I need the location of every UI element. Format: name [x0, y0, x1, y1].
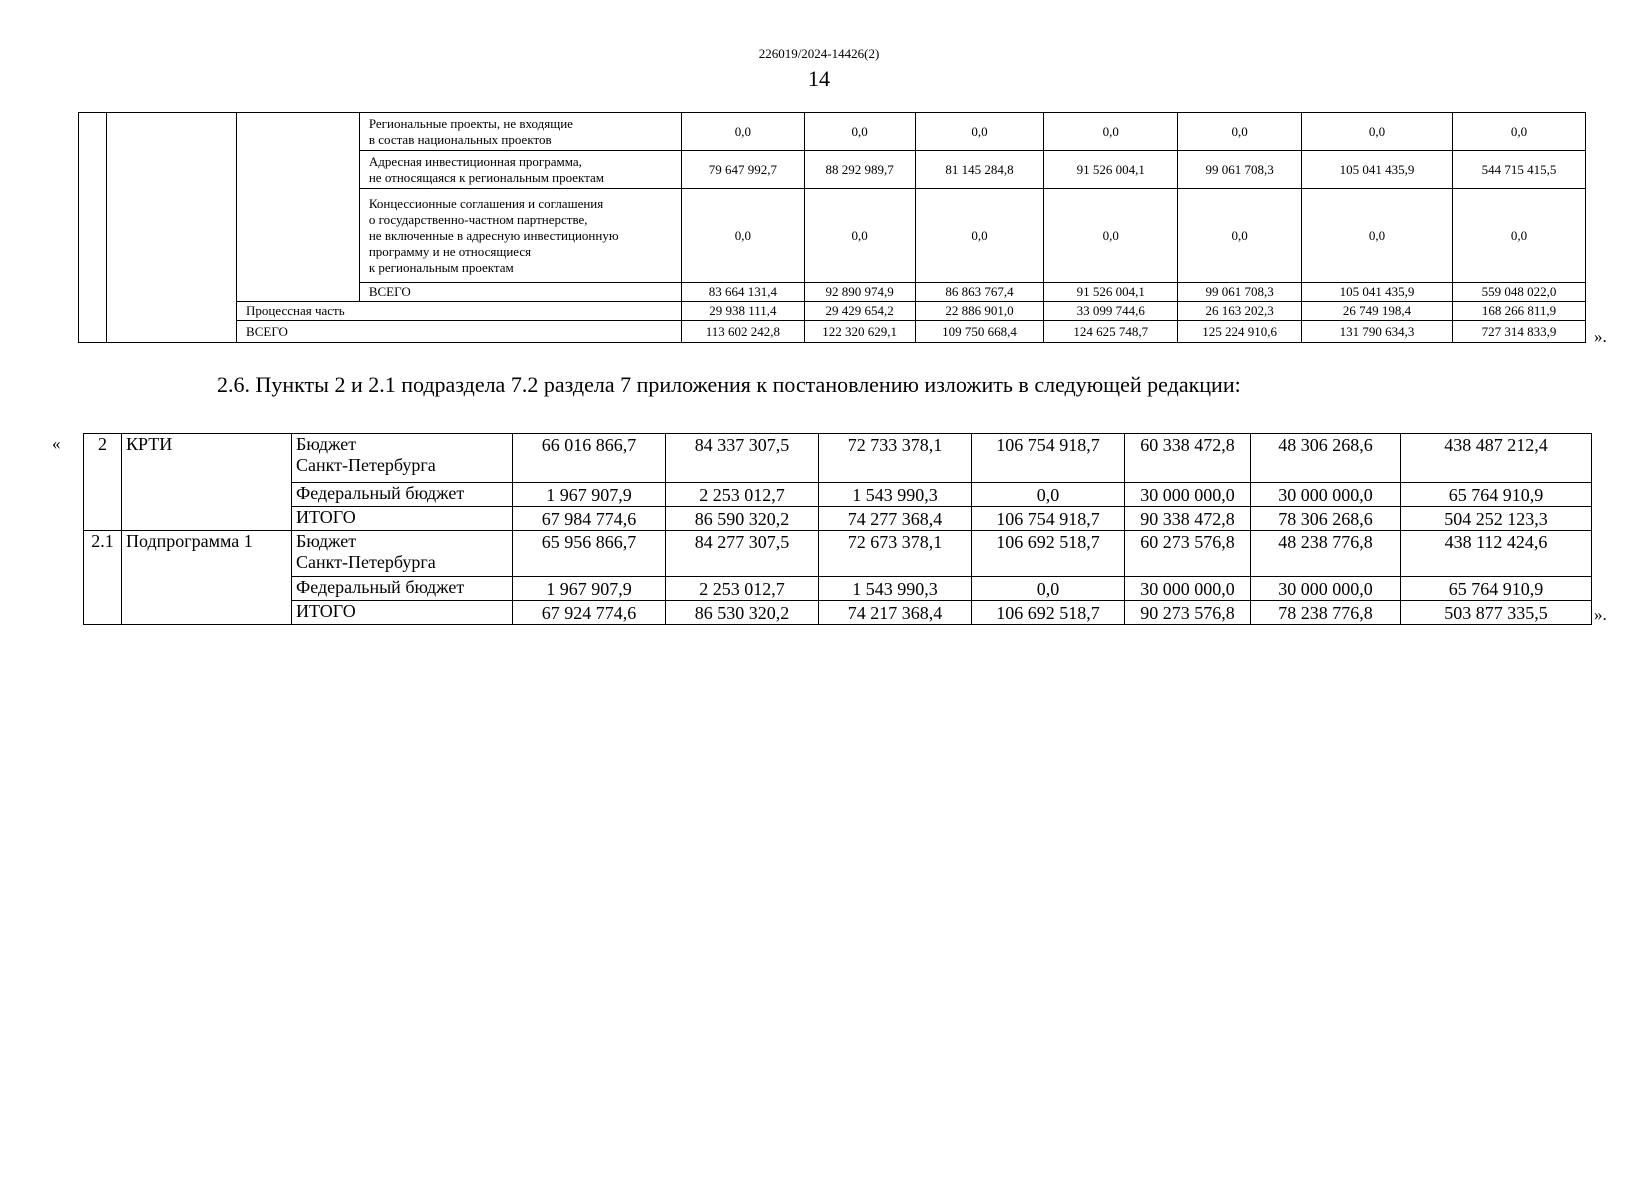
value-cell: 2 253 012,7	[666, 577, 819, 601]
row-label: Концессионные соглашения и соглашения о государственно-частном партнерстве, не включенные в адресную инвестиционную программу и не относящиеся к региональным проектам	[359, 189, 681, 283]
value-cell: 122 320 629,1	[804, 321, 915, 343]
value-cell: 86 863 767,4	[915, 283, 1044, 302]
value-cell: 65 764 910,9	[1401, 577, 1592, 601]
value-cell: 106 754 918,7	[972, 434, 1125, 483]
value-cell: 0,0	[972, 577, 1125, 601]
value-cell: 0,0	[1302, 113, 1453, 151]
funding-source: ИТОГО	[292, 507, 513, 531]
empty-cell	[79, 113, 107, 343]
value-cell: 79 647 992,7	[681, 151, 804, 189]
value-cell: 0,0	[1044, 189, 1178, 283]
value-cell: 65 764 910,9	[1401, 483, 1592, 507]
value-cell: 0,0	[1453, 189, 1586, 283]
closing-quote: ».	[1594, 327, 1607, 346]
value-cell: 0,0	[1178, 113, 1302, 151]
funding-source: ИТОГО	[292, 601, 513, 625]
empty-cell	[107, 113, 237, 343]
value-cell: 109 750 668,4	[915, 321, 1044, 343]
value-cell: 0,0	[681, 113, 804, 151]
funding-source: Бюджет Санкт-Петербурга	[292, 434, 513, 483]
value-cell: 67 984 774,6	[513, 507, 666, 531]
value-cell: 1 967 907,9	[513, 577, 666, 601]
value-cell: 113 602 242,8	[681, 321, 804, 343]
value-cell: 86 530 320,2	[666, 601, 819, 625]
value-cell: 2 253 012,7	[666, 483, 819, 507]
value-cell: 727 314 833,9	[1453, 321, 1586, 343]
value-cell: 30 000 000,0	[1125, 577, 1251, 601]
value-cell: 0,0	[804, 189, 915, 283]
value-cell: 90 273 576,8	[1125, 601, 1251, 625]
funding-source: Федеральный бюджет	[292, 577, 513, 601]
funding-source: Бюджет Санкт-Петербурга	[292, 531, 513, 577]
page-number: 14	[808, 66, 830, 91]
row-label: ВСЕГО	[359, 283, 681, 302]
table-row	[79, 302, 1586, 321]
value-cell: 0,0	[915, 189, 1044, 283]
table-row	[84, 577, 1592, 601]
row-label: Процессная часть	[237, 302, 682, 321]
value-cell: 83 664 131,4	[681, 283, 804, 302]
value-cell: 92 890 974,9	[804, 283, 915, 302]
value-cell: 0,0	[1044, 113, 1178, 151]
value-cell: 84 277 307,5	[666, 531, 819, 577]
value-cell: 48 238 776,8	[1251, 531, 1401, 577]
value-cell: 1 543 990,3	[819, 577, 972, 601]
value-cell: 84 337 307,5	[666, 434, 819, 483]
empty-cell	[237, 113, 360, 302]
closing-quote: ».	[1594, 605, 1607, 624]
value-cell: 48 306 268,6	[1251, 434, 1401, 483]
value-cell: 74 277 368,4	[819, 507, 972, 531]
row-label: ВСЕГО	[237, 321, 682, 343]
value-cell: 106 692 518,7	[972, 531, 1125, 577]
value-cell: 22 886 901,0	[915, 302, 1044, 321]
value-cell: 0,0	[915, 113, 1044, 151]
value-cell: 1 543 990,3	[819, 483, 972, 507]
value-cell: 60 338 472,8	[1125, 434, 1251, 483]
value-cell: 67 924 774,6	[513, 601, 666, 625]
value-cell: 88 292 989,7	[804, 151, 915, 189]
financing-table-continued	[78, 112, 1586, 343]
value-cell: 33 099 744,6	[1044, 302, 1178, 321]
item-name: Подпрограмма 1	[122, 531, 292, 625]
value-cell: 0,0	[1178, 189, 1302, 283]
value-cell: 124 625 748,7	[1044, 321, 1178, 343]
value-cell: 0,0	[804, 113, 915, 151]
value-cell: 125 224 910,6	[1178, 321, 1302, 343]
amendment-paragraph: 2.6. Пункты 2 и 2.1 подраздела 7.2 раздела 7 приложения к постановлению изложить в следующей редакции:	[217, 372, 1241, 397]
value-cell: 29 938 111,4	[681, 302, 804, 321]
value-cell: 105 041 435,9	[1302, 283, 1453, 302]
value-cell: 0,0	[1453, 113, 1586, 151]
value-cell: 99 061 708,3	[1178, 151, 1302, 189]
table-row	[79, 113, 1586, 151]
value-cell: 0,0	[972, 483, 1125, 507]
subprogram-financing-table	[83, 433, 1592, 625]
value-cell: 544 715 415,5	[1453, 151, 1586, 189]
document-number: 226019/2024-14426(2)	[758, 46, 880, 61]
value-cell: 29 429 654,2	[804, 302, 915, 321]
value-cell: 438 112 424,6	[1401, 531, 1592, 577]
table-row	[84, 434, 1592, 483]
value-cell: 72 733 378,1	[819, 434, 972, 483]
row-label: Региональные проекты, не входящие в состав национальных проектов	[359, 113, 681, 151]
value-cell: 65 956 866,7	[513, 531, 666, 577]
value-cell: 86 590 320,2	[666, 507, 819, 531]
table-row	[84, 483, 1592, 507]
value-cell: 106 754 918,7	[972, 507, 1125, 531]
value-cell: 90 338 472,8	[1125, 507, 1251, 531]
value-cell: 503 877 335,5	[1401, 601, 1592, 625]
value-cell: 105 041 435,9	[1302, 151, 1453, 189]
value-cell: 559 048 022,0	[1453, 283, 1586, 302]
item-number: 2	[84, 434, 122, 531]
row-label: Адресная инвестиционная программа, не относящаяся к региональным проектам	[359, 151, 681, 189]
value-cell: 168 266 811,9	[1453, 302, 1586, 321]
value-cell: 72 673 378,1	[819, 531, 972, 577]
item-name: КРТИ	[122, 434, 292, 531]
value-cell: 1 967 907,9	[513, 483, 666, 507]
value-cell: 30 000 000,0	[1251, 483, 1401, 507]
value-cell: 30 000 000,0	[1125, 483, 1251, 507]
value-cell: 26 163 202,3	[1178, 302, 1302, 321]
table-row	[79, 321, 1586, 343]
value-cell: 91 526 004,1	[1044, 283, 1178, 302]
value-cell: 74 217 368,4	[819, 601, 972, 625]
table-row	[84, 601, 1592, 625]
value-cell: 78 306 268,6	[1251, 507, 1401, 531]
funding-source: Федеральный бюджет	[292, 483, 513, 507]
value-cell: 0,0	[681, 189, 804, 283]
item-number: 2.1	[84, 531, 122, 625]
value-cell: 91 526 004,1	[1044, 151, 1178, 189]
value-cell: 106 692 518,7	[972, 601, 1125, 625]
value-cell: 0,0	[1302, 189, 1453, 283]
value-cell: 438 487 212,4	[1401, 434, 1592, 483]
value-cell: 30 000 000,0	[1251, 577, 1401, 601]
value-cell: 78 238 776,8	[1251, 601, 1401, 625]
value-cell: 26 749 198,4	[1302, 302, 1453, 321]
value-cell: 66 016 866,7	[513, 434, 666, 483]
table-row	[84, 531, 1592, 577]
value-cell: 81 145 284,8	[915, 151, 1044, 189]
value-cell: 99 061 708,3	[1178, 283, 1302, 302]
opening-quote: «	[52, 434, 61, 453]
value-cell: 60 273 576,8	[1125, 531, 1251, 577]
table-row	[84, 507, 1592, 531]
value-cell: 504 252 123,3	[1401, 507, 1592, 531]
value-cell: 131 790 634,3	[1302, 321, 1453, 343]
